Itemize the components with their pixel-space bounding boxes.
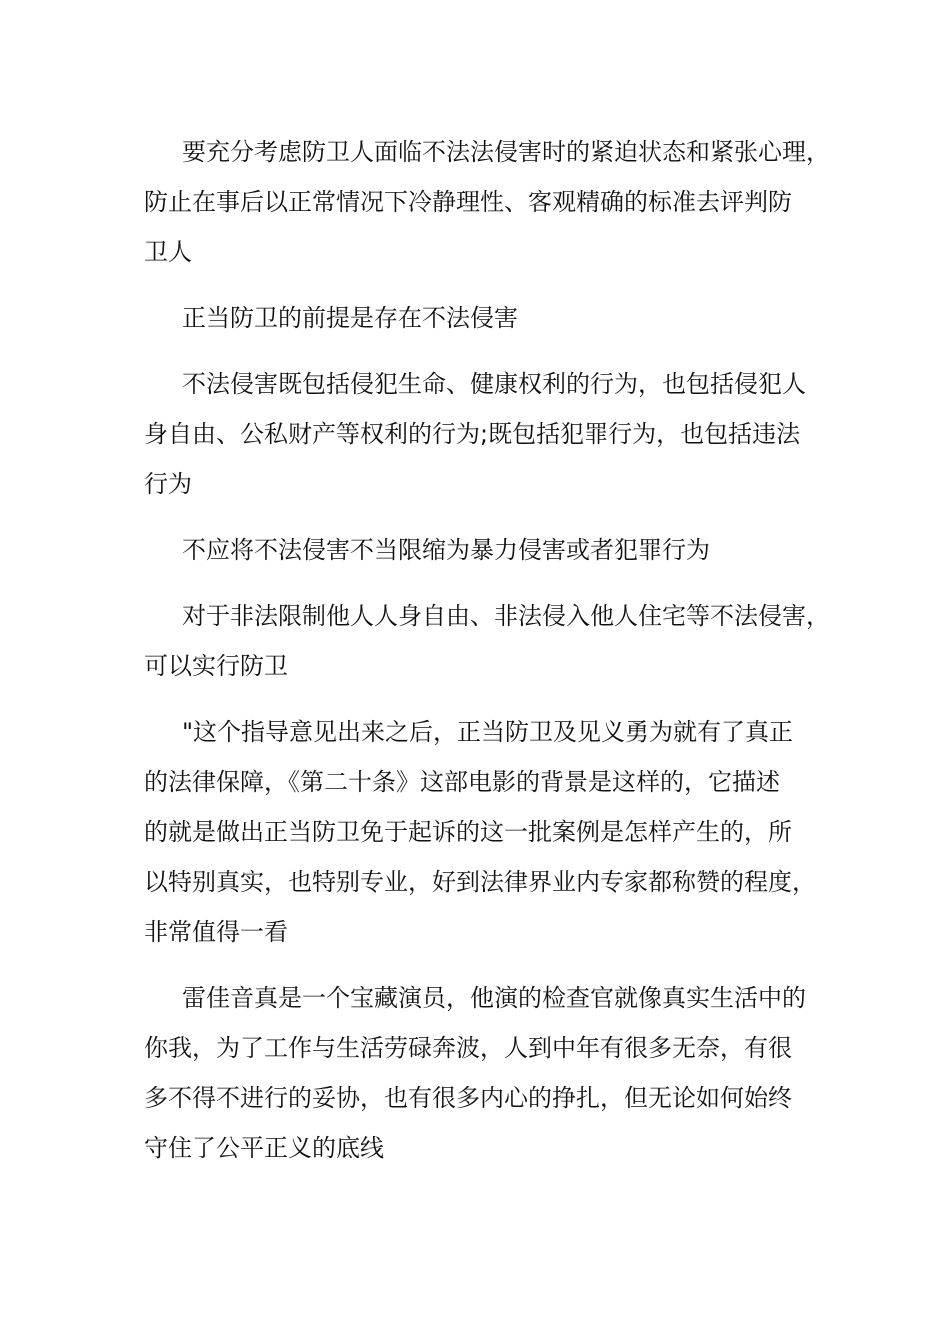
paragraph-line: "这个指导意见出来之后，正当防卫及见义勇为就有了真正 xyxy=(182,718,794,746)
paragraph-line: 可以实行防卫 xyxy=(144,652,288,680)
paragraph-line: 以特别真实，也特别专业，好到法律界业内专家都称赞的程度， xyxy=(144,868,816,896)
paragraph-line: 守住了公平正义的底线 xyxy=(144,1134,384,1162)
paragraph-3 xyxy=(144,359,834,509)
paragraph-line: 卫人 xyxy=(144,238,192,266)
paragraph-line: 不法侵害既包括侵犯生命、健康权利的行为，也包括侵犯人 xyxy=(182,370,806,398)
paragraph-line: 防止在事后以正常情况下冷静理性、客观精确的标准去评判防 xyxy=(144,188,792,216)
paragraph-line: 非常值得一看 xyxy=(144,918,288,946)
document-body xyxy=(144,127,834,1189)
paragraph-line: 多不得不进行的妥协，也有很多内心的挣扎，但无论如何始终 xyxy=(144,1084,792,1112)
paragraph-1 xyxy=(144,127,834,277)
paragraph-line: 的就是做出正当防卫免于起诉的这一批案例是怎样产生的，所 xyxy=(144,818,792,846)
paragraph-line: 雷佳音真是一个宝藏演员，他演的检查官就像真实生活中的 xyxy=(182,984,806,1012)
paragraph-line: 不应将不法侵害不当限缩为暴力侵害或者犯罪行为 xyxy=(182,536,710,564)
paragraph-line: 要充分考虑防卫人面临不法法侵害时的紧迫状态和紧张心理， xyxy=(182,138,830,166)
paragraph-4 xyxy=(144,525,834,575)
paragraph-6 xyxy=(144,707,834,957)
paragraph-line: 行为 xyxy=(144,470,192,498)
paragraph-line: 的法律保障，《第二十条》这部电影的背景是这样的，它描述 xyxy=(144,768,780,796)
paragraph-line: 身自由、公私财产等权利的行为;既包括犯罪行为，也包括违法 xyxy=(144,420,801,448)
paragraph-7 xyxy=(144,973,834,1173)
paragraph-line: 对于非法限制他人人身自由、非法侵入他人住宅等不法侵害， xyxy=(182,602,830,630)
paragraph-5 xyxy=(144,591,834,691)
paragraph-line: 正当防卫的前提是存在不法侵害 xyxy=(182,304,518,332)
paragraph-line: 你我，为了工作与生活劳碌奔波，人到中年有很多无奈，有很 xyxy=(144,1034,792,1062)
paragraph-2 xyxy=(144,293,834,343)
